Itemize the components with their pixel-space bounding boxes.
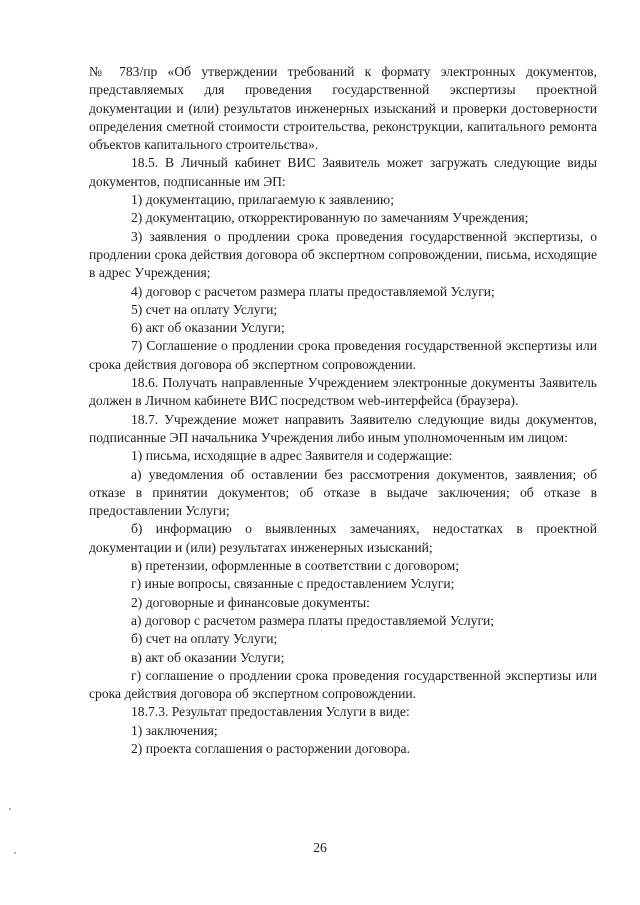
paragraph: 3) заявления о продлении срока проведения государственной экспертизы, о продлении срока действия договора об экспертном сопровождении, письма, исходящие в адрес Учреждения; xyxy=(89,228,597,281)
paragraph: а) договор с расчетом размера платы предоставляемой Услуги; xyxy=(131,612,495,628)
paragraph: 2) документацию, откорректированную по замечаниям Учреждения; xyxy=(131,210,529,226)
paragraph: 5) счет на оплату Услуги; xyxy=(131,301,278,317)
paragraph: 4) договор с расчетом размера платы предоставляемой Услуги; xyxy=(131,283,495,299)
paragraph: б) счет на оплату Услуги; xyxy=(131,631,278,647)
paragraph: 18.5. В Личный кабинет ВИС Заявитель может загружать следующие виды документов, подписанные им ЭП: xyxy=(89,155,597,189)
paragraph: г) иные вопросы, связанные с предоставлением Услуги; xyxy=(131,576,455,592)
scan-speck xyxy=(14,852,16,854)
paragraph: г) соглашение о продлении срока проведения государственной экспертизы или срока действия договора об экспертном сопровождении. xyxy=(89,667,597,702)
paragraph: 1) письма, исходящие в адрес Заявителя и содержащие: xyxy=(131,448,453,464)
paragraph: 6) акт об оказании Услуги; xyxy=(131,320,285,336)
paragraph: 2) договорные и финансовые документы: xyxy=(131,594,370,610)
paragraph: 18.7.3. Результат предоставления Услуги в виде: xyxy=(131,704,410,720)
paragraph: 18.6. Получать направленные Учреждением электронные документы Заявитель должен в Личном кабинете ВИС посредством web-интерфейса (браузера). xyxy=(89,375,597,409)
paragraph: а) уведомления об оставлении без рассмотрения документов, заявления; об отказе в принятии документов; об отказе в выдаче заключения; об отказе в предоставлении Услуги; xyxy=(89,466,597,519)
document-body xyxy=(89,63,597,758)
paragraph: 1) документацию, прилагаемую к заявлению; xyxy=(131,192,394,208)
paragraph: 1) заключения; xyxy=(131,722,218,738)
scan-speck xyxy=(9,808,11,810)
paragraph: № 783/пр «Об утверждении требований к формату электронных документов, представляемых для проведения государственной экспертизы проектной документации и (или) результатов инженерных изысканий и проверки достоверности определения сметной стоимости строительства, реконструкции, капитального ремонта объектов капитального строительства». xyxy=(89,64,597,153)
paragraph: б) информацию о выявленных замечаниях, недостатках в проектной документации и (или) результатах инженерных изысканий; xyxy=(89,521,597,555)
paragraph: в) акт об оказании Услуги; xyxy=(131,649,285,665)
paragraph: 18.7. Учреждение может направить Заявителю следующие виды документов, подписанные ЭП начальника Учреждения либо иным уполномоченным им лицом: xyxy=(89,411,597,445)
paragraph: 7) Соглашение о продлении срока проведения государственной экспертизы или срока действия договора об экспертном сопровождении. xyxy=(89,338,597,372)
page-number: 26 xyxy=(313,840,327,855)
paragraph: в) претензии, оформленные в соответствии с договором; xyxy=(131,558,459,574)
paragraph: 2) проекта соглашения о расторжении договора. xyxy=(131,740,410,756)
